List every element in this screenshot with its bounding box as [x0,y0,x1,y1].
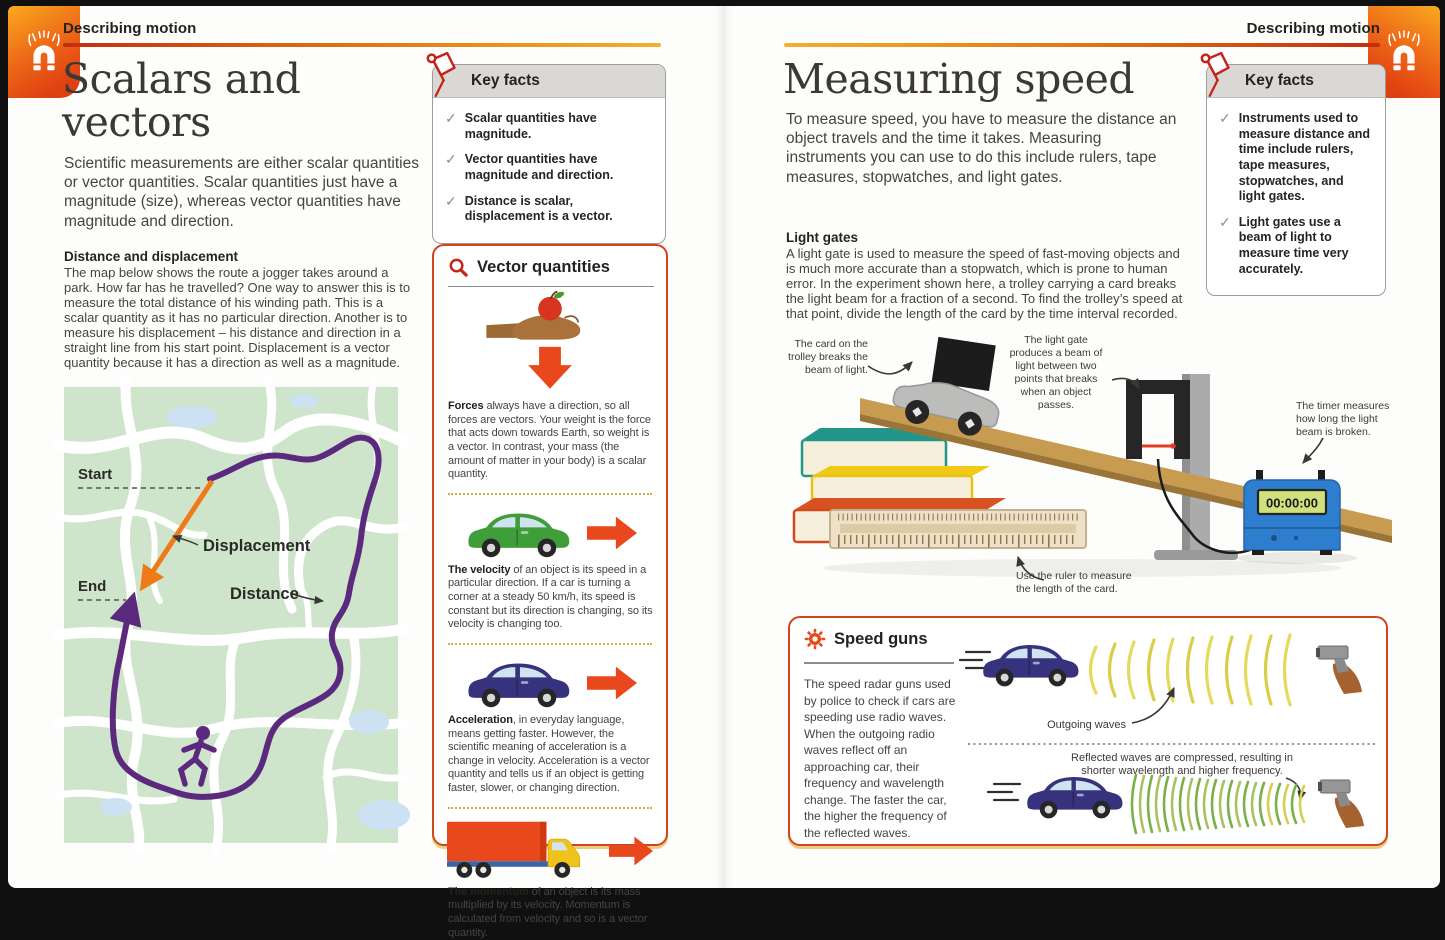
vector-quantities-box [432,244,668,939]
title-underline [804,662,954,664]
outgoing-waves [1091,635,1291,705]
speed-gun-bottom [1318,780,1364,828]
intro-paragraph: Scientific measurements are either scalar quantities or vector quantities. Scalar quantities just have a magnitude (size), whereas vector quantities have magnitude and direction. [64,155,419,230]
velocity-caption: The velocity of an object is its speed in a particular direction. If a car is turning a corner at a steady 50 km/h, its speed is constant but its direction is changing, so its velocity is changing too. [448,563,653,631]
hand-holding-apple-weight-illustration [486,296,614,396]
park-map-illustration [64,387,398,843]
forces-caption: Forces always have a direction, so all forces are vectors. Your weight is the force that acts down towards Earth, so weight is a vector. In contrast, your mass (the amount of matter in your body) is a scalar quantity. [448,400,651,481]
page-title: Scalars and vectors [62,55,301,146]
annotation-ruler: Use the ruler to measure the length of the card. [1016,570,1132,596]
page-measuring-speed [724,6,1440,888]
pushpin-icon [420,50,464,100]
key-facts-box [432,64,666,244]
magnet-icon [21,29,67,75]
speed-gun-top [1316,646,1362,694]
map-end-label: End [78,578,107,595]
reflected-waves [1132,775,1304,833]
speed-guns-box [788,616,1388,846]
dotted-divider [448,493,652,495]
key-facts-title: Key facts [1207,65,1385,98]
check-icon: ✓ [445,110,457,126]
reflected-waves-label-line2: shorter wavelength and higher frequency. [1081,765,1283,777]
section-label: Describing motion [1246,20,1380,37]
book-spread [8,6,1440,939]
page-seam [714,6,734,888]
body-paragraph: The map below shows the route a jogger takes around a park. How far has he travelled? One way to answer this is to measure the total distance of his winding path. This is a scalar quantity as it has no particular direction. Another is to measure his displacement – his distance and direction in a straight line from his start point. Displacement is a vector quantity because it has a direction as well as a magnitude. [64,265,411,371]
blue-car-illustration [463,656,575,710]
dotted-divider [448,643,652,645]
ruler [830,510,1086,548]
light-gates-paragraph: A light gate is used to measure the speed of fast-moving objects and is much more accurate than a stopwatch, which is prone to human error. In the experiment shown here, a trolley carrying a card breaks the light beam for a fraction of a second. To find the trolley’s speed at that point, divide the length of the card by the time interval recorded. [786,246,1183,322]
annotation-timer: The timer measures how long the light beam is broken. [1296,400,1390,439]
dotted-divider [448,807,652,809]
key-facts-box [1206,64,1386,296]
light-gate [1126,380,1190,459]
speed-guns-title: Speed guns [834,629,928,648]
magnifier-icon [448,257,469,278]
map-distance-label: Distance [230,585,299,603]
check-icon: ✓ [445,192,457,209]
intro-paragraph: To measure speed, you have to measure the distance an object travels and the time it takes. Measuring instruments you can use to do this include rulers, tape measures, stopwatches, and light gates. [786,111,1177,186]
key-fact-item: ✓ Vector quantities have magnitude and direction. [445,151,614,182]
timer-display: 00:00:00 [1265,495,1319,511]
blue-car-bottom [1027,777,1122,818]
page-scalars-and-vectors [8,6,724,939]
blue-car-top [983,645,1078,686]
key-fact-item: ✓ Scalar quantities have magnitude. [445,110,597,141]
key-fact-item: ✓ Distance is scalar, displacement is a vector. [445,192,613,224]
radar-waves-diagram [964,622,1382,838]
truck-illustration [447,820,597,882]
annotation-card: The card on the trolley breaks the beam of light. [788,338,868,377]
momentum-caption: The momentum of an object is its mass multiplied by its velocity. Momentum is calculated from velocity and so is a vector quantity. [448,885,648,939]
light-gate-experiment-diagram [782,328,1402,613]
reflected-waves-label-line1: Reflected waves are compressed, resulting in [1071,752,1293,764]
right-arrow-icon [587,514,637,552]
light-gates-heading: Light gates [786,230,859,245]
green-car-illustration [463,506,575,560]
annotation-light-gate: The light gate produces a beam of light between two points that breaks when an object passes. [1009,334,1103,412]
gear-icon [804,628,826,650]
page-title: Measuring speed [783,55,1135,103]
check-icon: ✓ [1219,110,1231,126]
map-start-label: Start [78,466,113,483]
magnet-icon [1381,29,1427,75]
check-icon: ✓ [1219,213,1231,230]
vector-quantities-title: Vector quantities [477,258,610,276]
key-fact-item: ✓ Instruments used to measure distance and time include rulers, tape measures, stopwatches, and light gates. [1219,110,1371,204]
pushpin-icon [1194,50,1238,100]
map-displacement-label: Displacement [203,537,311,555]
section-label: Describing motion [63,20,197,37]
acceleration-caption: Acceleration, in everyday language, means getting faster. However, the scientific meaning of acceleration is a change in velocity. Acceleration is a vector quantity and tells us if an object is getting faster, slower, or changing direction. [448,713,650,794]
header-rule [63,43,661,47]
right-arrow-icon [587,664,637,702]
header-rule [784,43,1380,47]
outgoing-waves-label: Outgoing waves [1047,719,1126,731]
check-icon: ✓ [445,151,457,168]
digital-timer [1244,470,1340,555]
key-facts-title: Key facts [433,65,665,98]
subheading: Distance and displacement [64,249,239,264]
speed-guns-paragraph: The speed radar guns used by police to check if cars are speeding use radio waves. When the outgoing radio waves reflect off an approaching car, their frequency and wavelength change. The faster the car, the higher the frequency of the reflected waves. [804,677,956,840]
key-fact-item: ✓ Light gates use a beam of light to measure time very accurately. [1219,213,1349,276]
right-arrow-icon [609,833,653,869]
